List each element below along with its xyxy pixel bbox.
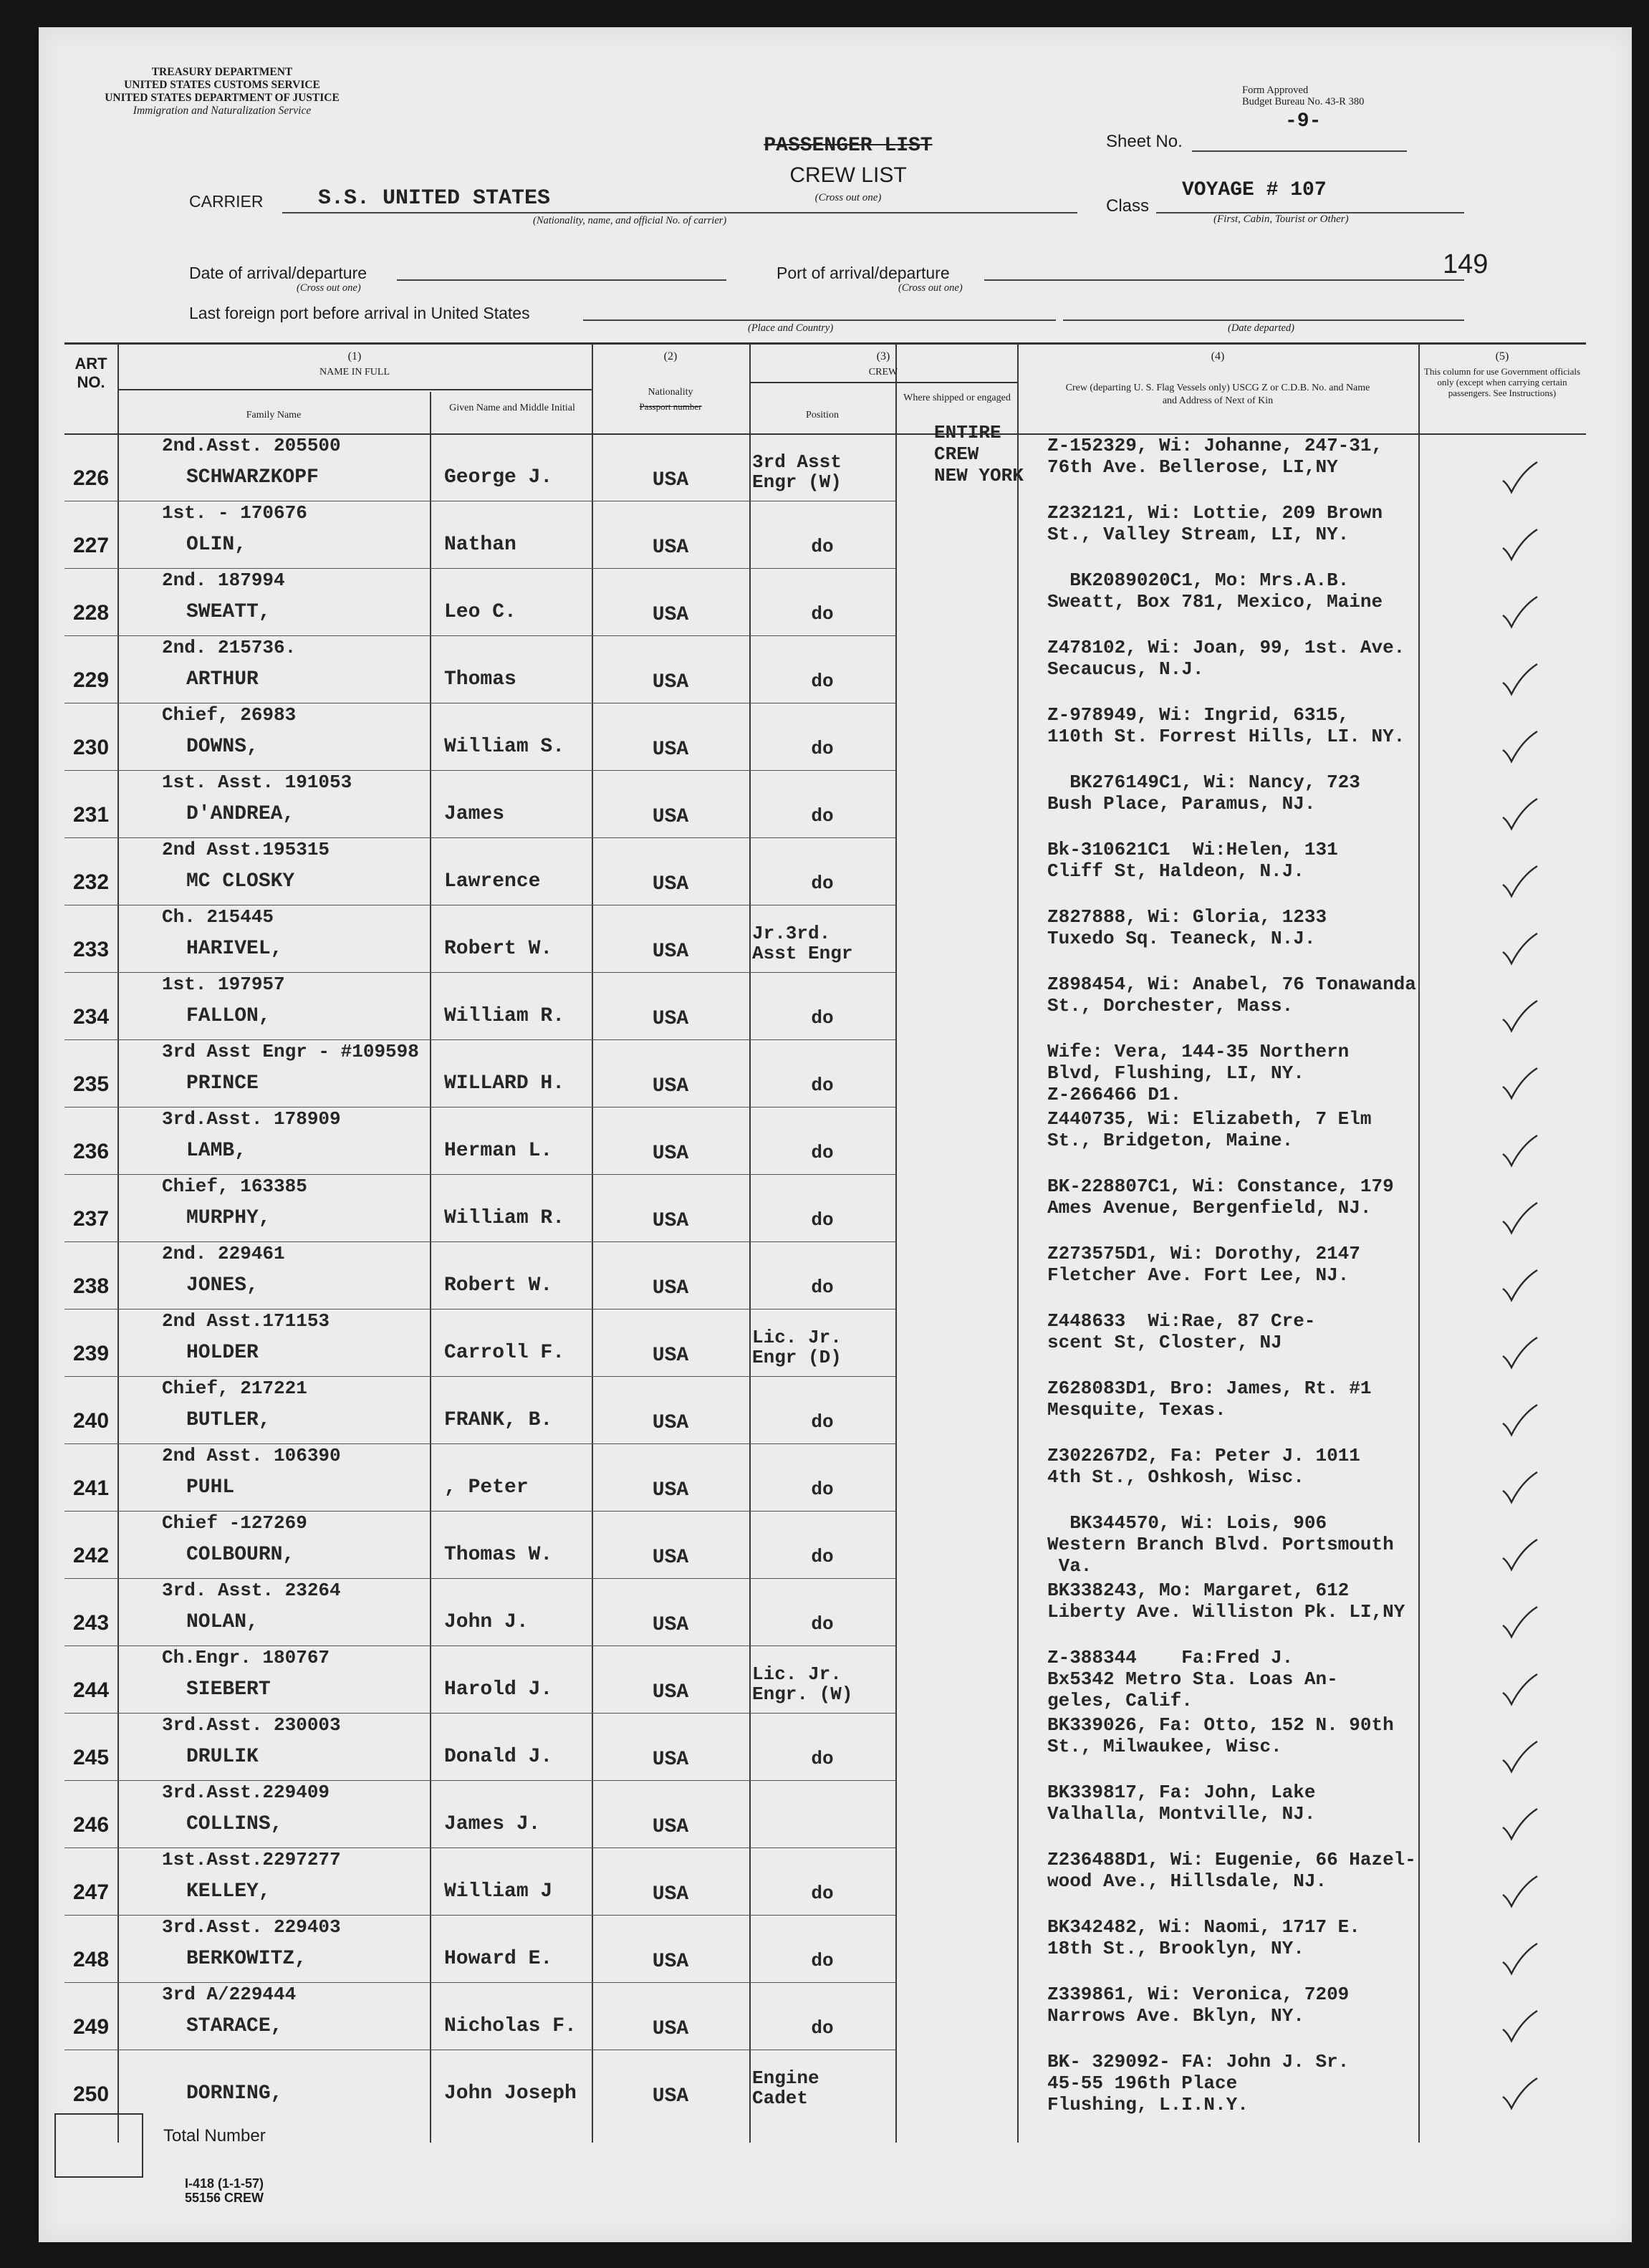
position: do [811, 1007, 834, 1029]
art-number: 229 [72, 668, 110, 692]
family-name: STARACE, [186, 2015, 283, 2037]
next-of-kin: Z232121, Wi: Lottie, 209 Brown St., Valley Stream, LI, NY. [1047, 502, 1383, 545]
next-of-kin: Z339861, Wi: Veronica, 7209 Narrows Ave. Bklyn, NY. [1047, 1984, 1350, 2027]
crew-table [64, 342, 1586, 2143]
next-of-kin: Z827888, Wi: Gloria, 1233 Tuxedo Sq. Teaneck, N.J. [1047, 906, 1327, 949]
check-mark-icon [1500, 1740, 1540, 1774]
nationality: USA [652, 739, 689, 761]
form-id-line: 55156 CREW [185, 2191, 264, 2205]
nationality: USA [652, 1345, 689, 1367]
family-name: BUTLER, [186, 1409, 271, 1431]
col2-num: (2) [663, 350, 678, 362]
check-mark-icon [1500, 865, 1540, 899]
check-mark-icon [1500, 2009, 1540, 2044]
rank-license-note: 3rd.Asst. 230003 [162, 1714, 341, 1736]
given-name: James J. [444, 1813, 541, 1835]
check-mark-icon [1500, 663, 1540, 697]
carrier-value: S.S. UNITED STATES [318, 186, 551, 211]
family-name: ARTHUR [186, 668, 259, 691]
art-number: 240 [72, 1409, 110, 1433]
position: do [811, 536, 834, 557]
given-name: William J [444, 1880, 553, 1903]
row-divider [64, 1713, 895, 1714]
position: do [811, 1411, 834, 1433]
given-name: Donald J. [444, 1746, 553, 1768]
given-name: George J. [444, 466, 553, 489]
position: 3rd Asst Engr (W) [752, 451, 842, 493]
family-name: MC CLOSKY [186, 870, 295, 893]
date-departed-note: (Date departed) [1228, 322, 1295, 334]
rank-license-note: 2nd. 229461 [162, 1243, 285, 1264]
nationality: USA [652, 537, 689, 559]
form-approved [1242, 85, 1457, 107]
rank-license-note: Chief -127269 [162, 1512, 307, 1534]
next-of-kin: Z273575D1, Wi: Dorothy, 2147 Fletcher Ave. Fort Lee, NJ. [1047, 1243, 1360, 1286]
position: do [811, 1950, 834, 1971]
check-mark-icon [1500, 1403, 1540, 1438]
row-divider [64, 1376, 895, 1377]
cross-out-note: (Cross out one) [898, 282, 963, 294]
carrier-label: CARRIER [189, 192, 264, 211]
nationality: USA [652, 1075, 689, 1097]
cross-out-note: (Cross out one) [814, 192, 882, 203]
next-of-kin: BK-228807C1, Wi: Constance, 179 Ames Avenue, Bergenfield, NJ. [1047, 1176, 1394, 1219]
nationality: USA [652, 2085, 689, 2108]
check-mark-icon [1500, 2077, 1540, 2111]
row-divider [64, 635, 895, 636]
art-number: 249 [72, 2015, 110, 2039]
next-of-kin: Wife: Vera, 144-35 Northern Blvd, Flushing, LI, NY. Z-266466 D1. [1047, 1041, 1350, 1105]
check-mark-icon [1500, 1471, 1540, 1505]
nationality: USA [652, 469, 689, 491]
art-number: 236 [72, 1140, 110, 1163]
next-of-kin: Z-978949, Wi: Ingrid, 6315, 110th St. Forrest Hills, LI. NY. [1047, 704, 1405, 747]
nationality: USA [652, 1951, 689, 1973]
position: Lic. Jr. Engr. (W) [752, 1663, 853, 1705]
crew-header: CREW [868, 367, 898, 378]
agency-block [64, 66, 380, 117]
crew-list-form [39, 27, 1632, 2242]
art-no-header: ART NO. [74, 355, 107, 391]
rank-license-note: 1st. Asst. 191053 [162, 772, 352, 793]
check-mark-icon [1500, 797, 1540, 832]
given-name: William R. [444, 1005, 565, 1027]
nationality: USA [652, 1008, 689, 1030]
check-mark-icon [1500, 999, 1540, 1034]
rank-license-note: 2nd Asst.195315 [162, 839, 330, 860]
next-of-kin: Z236488D1, Wi: Eugenie, 66 Hazel- wood Ave., Hillsdale, NJ. [1047, 1849, 1416, 1892]
given-name: Leo C. [444, 601, 516, 623]
nationality: USA [652, 1614, 689, 1636]
page-number: 149 [1443, 249, 1489, 279]
family-name: COLLINS, [186, 1813, 283, 1835]
given-name-header: Given Name and Middle Initial [449, 403, 575, 413]
row-divider [64, 1982, 895, 1983]
check-mark-icon [1500, 595, 1540, 630]
row-divider [64, 1915, 895, 1916]
rank-license-note: 3rd. Asst. 23264 [162, 1580, 341, 1601]
family-name: JONES, [186, 1274, 259, 1297]
position: do [811, 805, 834, 827]
row-divider [64, 1241, 895, 1242]
nationality: USA [652, 1143, 689, 1165]
position: do [811, 738, 834, 759]
next-of-kin: Z302267D2, Fa: Peter J. 1011 4th St., Oshkosh, Wisc. [1047, 1445, 1360, 1488]
check-mark-icon [1500, 461, 1540, 495]
row-divider [64, 1511, 895, 1512]
given-name: Herman L. [444, 1140, 553, 1162]
row-divider [64, 770, 895, 771]
next-of-kin: Z440735, Wi: Elizabeth, 7 Elm St., Bridgeton, Maine. [1047, 1108, 1372, 1151]
given-name: Carroll F. [444, 1342, 565, 1364]
family-name: COLBOURN, [186, 1544, 295, 1566]
col5-num: (5) [1495, 350, 1509, 362]
next-of-kin: Z478102, Wi: Joan, 99, 1st. Ave. Secaucus, N.J. [1047, 637, 1405, 680]
given-name: WILLARD H. [444, 1072, 565, 1095]
agency-line: UNITED STATES CUSTOMS SERVICE [124, 79, 320, 91]
rank-license-note: 2nd. 215736. [162, 637, 297, 658]
nationality: USA [652, 1479, 689, 1501]
position: do [811, 1075, 834, 1096]
nationality: USA [652, 1883, 689, 1906]
nationality: USA [652, 2018, 689, 2040]
nationality: USA [652, 1749, 689, 1771]
art-number: 228 [72, 601, 110, 625]
last-port-label: Last foreign port before arrival in United States [189, 304, 530, 322]
next-of-kin: Z628083D1, Bro: James, Rt. #1 Mesquite, Texas. [1047, 1378, 1372, 1421]
family-name: OLIN, [186, 534, 247, 556]
check-mark-icon [1500, 1538, 1540, 1572]
rank-license-note: 2nd Asst.171153 [162, 1310, 330, 1332]
next-of-kin: BK2089020C1, Mo: Mrs.A.B. Sweatt, Box 781, Mexico, Maine [1047, 570, 1383, 612]
rank-license-note: Ch. 215445 [162, 906, 274, 928]
nationality: USA [652, 604, 689, 626]
check-mark-icon [1500, 1134, 1540, 1168]
col1-title: NAME IN FULL [319, 367, 390, 378]
position-header: Position [806, 410, 839, 421]
nationality: USA [652, 941, 689, 963]
given-name: Nicholas F. [444, 2015, 577, 2037]
given-name: Harold J. [444, 1678, 553, 1701]
art-number: 246 [72, 1813, 110, 1837]
position: do [811, 1613, 834, 1635]
where-shipped-line: CREW [934, 443, 979, 465]
agency-line: Immigration and Naturalization Service [133, 105, 312, 117]
given-name: Nathan [444, 534, 516, 556]
family-name: HARIVEL, [186, 938, 283, 960]
given-name: Robert W. [444, 1274, 553, 1297]
family-name-header: Family Name [246, 410, 302, 421]
next-of-kin: Z898454, Wi: Anabel, 76 Tonawanda St., Dorchester, Mass. [1047, 974, 1416, 1017]
class-note: (First, Cabin, Tourist or Other) [1213, 213, 1349, 225]
given-name: John J. [444, 1611, 529, 1633]
place-note: (Place and Country) [748, 322, 834, 334]
form-approved-line: Form Approved [1242, 85, 1309, 96]
sheet-label: Sheet No. [1106, 132, 1183, 151]
col4-header: Crew (departing U. S. Flag Vessels only) USCG Z or C.D.B. No. and Name and Address of Next of Kin [1065, 383, 1370, 406]
col4-num: (4) [1211, 350, 1225, 362]
where-shipped-value [934, 422, 1024, 486]
class-label: Class [1106, 196, 1150, 216]
nationality: USA [652, 1816, 689, 1838]
art-number: 241 [72, 1476, 110, 1500]
art-number: 242 [72, 1544, 110, 1567]
rank-license-note: Chief, 26983 [162, 704, 297, 726]
sheet-number: -9- [1285, 110, 1322, 133]
agency-line: TREASURY DEPARTMENT [151, 66, 293, 78]
row-divider [64, 1174, 895, 1175]
art-number: 247 [72, 1880, 110, 1904]
position: Jr.3rd. Asst Engr [752, 923, 853, 964]
art-number: 231 [72, 803, 110, 827]
cross-out-note: (Cross out one) [297, 282, 361, 294]
family-name: KELLEY, [186, 1880, 271, 1903]
nationality: USA [652, 1547, 689, 1569]
form-id [185, 2176, 264, 2205]
check-mark-icon [1500, 1605, 1540, 1640]
art-number: 237 [72, 1207, 110, 1231]
nationality: USA [652, 873, 689, 895]
family-name: PRINCE [186, 1072, 259, 1095]
rank-license-note: 2nd.Asst. 205500 [162, 435, 341, 456]
position: do [811, 1479, 834, 1500]
family-name: MURPHY, [186, 1207, 271, 1229]
art-number: 243 [72, 1611, 110, 1635]
family-name: PUHL [186, 1476, 235, 1499]
rank-license-note: 3rd.Asst. 178909 [162, 1108, 341, 1130]
check-mark-icon [1500, 730, 1540, 764]
row-divider [64, 972, 895, 973]
next-of-kin: BK- 329092- FA: John J. Sr. 45-55 196th Place Flushing, L.I.N.Y. [1047, 2051, 1350, 2115]
position: do [811, 1883, 834, 1904]
rank-license-note: Chief, 163385 [162, 1176, 307, 1197]
given-name: Thomas [444, 668, 516, 691]
nationality: USA [652, 1681, 689, 1704]
rank-license-note: 1st. - 170676 [162, 502, 307, 524]
arrival-label: Date of arrival/departure [189, 264, 367, 282]
given-name: Robert W. [444, 938, 553, 960]
col1-num: (1) [347, 350, 362, 362]
form-id-line: I-418 (1-1-57) [185, 2176, 264, 2191]
next-of-kin: BK276149C1, Wi: Nancy, 723 Bush Place, Paramus, NJ. [1047, 772, 1360, 815]
class-value: VOYAGE # 107 [1182, 179, 1327, 201]
art-number: 232 [72, 870, 110, 894]
rank-license-note: Ch.Engr. 180767 [162, 1647, 330, 1668]
art-number: 244 [72, 1678, 110, 1702]
row-divider [64, 837, 895, 838]
col3-num: (3) [876, 350, 890, 362]
position: do [811, 2017, 834, 2039]
family-name: DRULIK [186, 1746, 259, 1768]
given-name: Thomas W. [444, 1544, 553, 1566]
total-number-label: Total Number [163, 2126, 266, 2146]
given-name: John Joseph [444, 2082, 577, 2105]
art-number: 250 [72, 2082, 110, 2106]
art-number: 245 [72, 1746, 110, 1769]
position: do [811, 1142, 834, 1163]
total-number-box[interactable] [54, 2113, 143, 2178]
given-name: William R. [444, 1207, 565, 1229]
check-mark-icon [1500, 1807, 1540, 1842]
agency-line: UNITED STATES DEPARTMENT OF JUSTICE [105, 92, 340, 104]
rank-license-note: 3rd.Asst.229409 [162, 1782, 330, 1803]
check-mark-icon [1500, 1336, 1540, 1370]
next-of-kin: BK339817, Fa: John, Lake Valhalla, Montville, NJ. [1047, 1782, 1316, 1825]
family-name: LAMB, [186, 1140, 247, 1162]
check-mark-icon [1500, 1201, 1540, 1236]
nationality: USA [652, 671, 689, 693]
row-divider [64, 568, 895, 569]
family-name: DOWNS, [186, 736, 259, 758]
nationality: USA [652, 806, 689, 828]
art-number: 238 [72, 1274, 110, 1298]
position: do [811, 671, 834, 692]
art-number: 234 [72, 1005, 110, 1029]
given-name: FRANK, B. [444, 1409, 553, 1431]
passenger-list-title-struck: PASSENGER LIST [764, 135, 933, 157]
family-name: SIEBERT [186, 1678, 271, 1701]
port-label: Port of arrival/departure [777, 264, 950, 282]
row-divider [64, 1645, 895, 1646]
position: do [811, 1748, 834, 1769]
check-mark-icon [1500, 528, 1540, 562]
form-approved-line: Budget Bureau No. 43-R 380 [1242, 96, 1365, 107]
position: do [811, 1209, 834, 1231]
family-name: HOLDER [186, 1342, 259, 1364]
position: Lic. Jr. Engr (D) [752, 1327, 842, 1368]
col5-header: This column for use Government officials only (except when carrying certain passengers. See Instructions) [1423, 366, 1581, 398]
position: do [811, 873, 834, 894]
given-name: Lawrence [444, 870, 541, 893]
check-mark-icon [1500, 932, 1540, 966]
next-of-kin: BK344570, Wi: Lois, 906 Western Branch Blvd. Portsmouth Va. [1047, 1512, 1394, 1577]
family-name: SCHWARZKOPF [186, 466, 319, 489]
row-divider [64, 1578, 895, 1579]
family-name: NOLAN, [186, 1611, 259, 1633]
check-mark-icon [1500, 1875, 1540, 1909]
row-divider [64, 1847, 895, 1848]
where-shipped-header: Where shipped or engaged [903, 393, 1011, 403]
art-number: 233 [72, 938, 110, 961]
rank-license-note: Chief, 217221 [162, 1378, 307, 1399]
check-mark-icon [1500, 1673, 1540, 1707]
row-divider [64, 1039, 895, 1040]
art-number: 226 [72, 466, 110, 490]
nationality: USA [652, 1210, 689, 1232]
passport-header-struck: Passport number [639, 401, 702, 412]
next-of-kin: BK338243, Mo: Margaret, 612 Liberty Ave. Williston Pk. LI,NY [1047, 1580, 1405, 1623]
row-divider [64, 1309, 895, 1310]
row-divider [64, 1443, 895, 1444]
check-mark-icon [1500, 1942, 1540, 1976]
next-of-kin: Z448633 Wi:Rae, 87 Cre- scent St, Closter, NJ [1047, 1310, 1316, 1353]
row-divider [64, 1780, 895, 1781]
crew-list-title: CREW LIST [789, 163, 907, 187]
rank-license-note: 3rd A/229444 [162, 1984, 297, 2005]
where-shipped-line: ENTIRE [934, 422, 1001, 443]
given-name: Howard E. [444, 1948, 553, 1970]
rank-license-note: 2nd. 187994 [162, 570, 285, 591]
rank-license-note: 1st.Asst.2297277 [162, 1849, 341, 1870]
check-mark-icon [1500, 1067, 1540, 1101]
nationality: USA [652, 1412, 689, 1434]
next-of-kin: BK339026, Fa: Otto, 152 N. 90th St., Milwaukee, Wisc. [1047, 1714, 1394, 1757]
art-number: 239 [72, 1342, 110, 1365]
given-name: James [444, 803, 505, 825]
nationality-header: Nationality [648, 387, 693, 398]
family-name: D'ANDREA, [186, 803, 295, 825]
art-number: 248 [72, 1948, 110, 1971]
family-name: SWEATT, [186, 601, 271, 623]
rank-license-note: 3rd.Asst. 229403 [162, 1916, 341, 1938]
next-of-kin: Z-388344 Fa:Fred J. Bx5342 Metro Sta. Loas An- geles, Calif. [1047, 1647, 1338, 1711]
nationality: USA [652, 1277, 689, 1299]
position: do [811, 603, 834, 625]
family-name: FALLON, [186, 1005, 271, 1027]
position: do [811, 1546, 834, 1567]
next-of-kin: Z-152329, Wi: Johanne, 247-31, 76th Ave. Bellerose, LI,NY [1047, 435, 1383, 478]
position: do [811, 1277, 834, 1298]
check-mark-icon [1500, 1269, 1540, 1303]
given-name: William S. [444, 736, 565, 758]
rank-license-note: 1st. 197957 [162, 974, 285, 995]
family-name: BERKOWITZ, [186, 1948, 307, 1970]
rank-license-note: 2nd Asst. 106390 [162, 1445, 341, 1466]
next-of-kin: BK342482, Wi: Naomi, 1717 E. 18th St., Brooklyn, NY. [1047, 1916, 1360, 1959]
where-shipped-line: NEW YORK [934, 465, 1024, 486]
art-number: 230 [72, 736, 110, 759]
family-name: DORNING, [186, 2082, 283, 2105]
position: Engine Cadet [752, 2067, 819, 2109]
art-number: 227 [72, 534, 110, 557]
rank-license-note: 3rd Asst Engr - #109598 [162, 1041, 419, 1062]
art-number: 235 [72, 1072, 110, 1096]
carrier-note: (Nationality, name, and official No. of carrier) [533, 215, 727, 226]
given-name: , Peter [444, 1476, 529, 1499]
next-of-kin: Bk-310621C1 Wi:Helen, 131 Cliff St, Haldeon, N.J. [1047, 839, 1338, 882]
